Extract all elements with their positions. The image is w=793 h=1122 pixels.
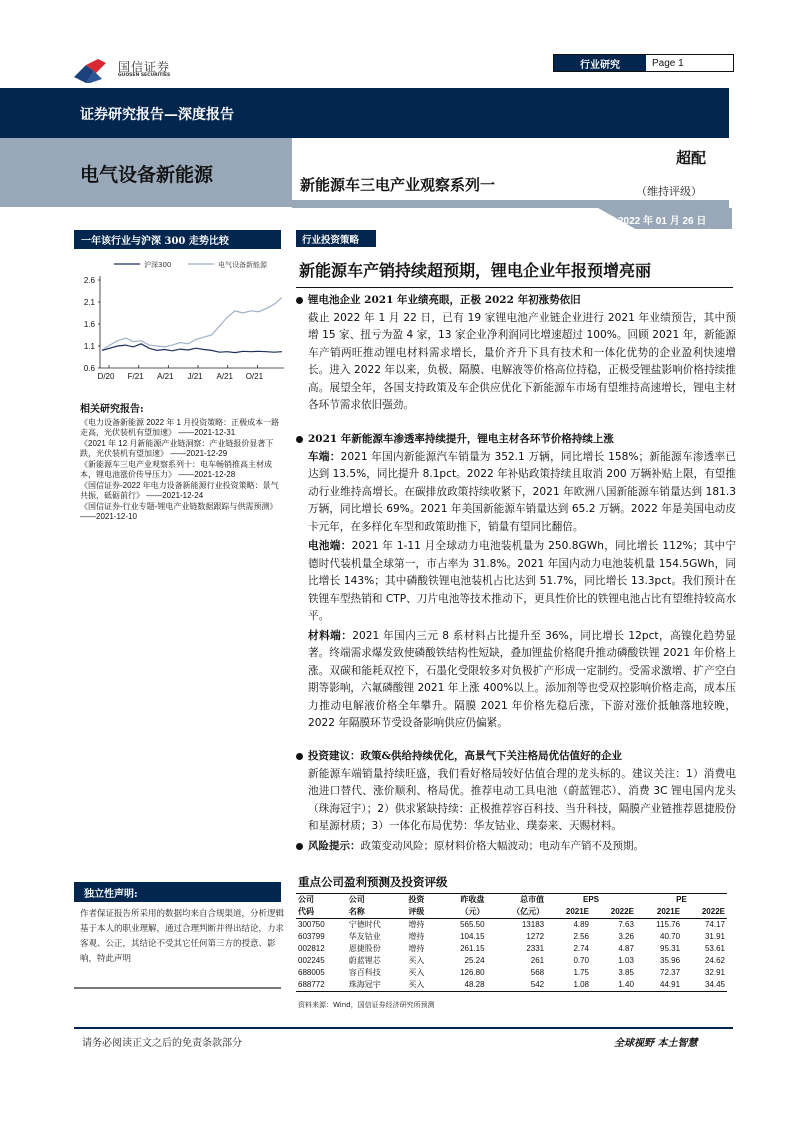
page-tag <box>553 54 734 72</box>
col-header: 2022E <box>591 906 636 919</box>
table-cell: 珠海冠宇 <box>348 980 381 989</box>
col-header: 公司 <box>298 895 314 904</box>
table-cell: 24.62 <box>704 956 725 965</box>
table-row <box>296 955 727 967</box>
table-cell: 增持 <box>408 932 425 941</box>
svg-text:F/21: F/21 <box>127 372 144 381</box>
table-cell: 688005 <box>298 968 325 977</box>
table-cell: 4.89 <box>573 920 590 929</box>
paragraph-materials <box>296 628 736 733</box>
table-cell: 40.70 <box>660 932 681 941</box>
table-cell: 买入 <box>408 956 425 965</box>
section-investment <box>296 748 736 855</box>
table-cell: 48.28 <box>464 980 485 989</box>
col-header: 评级 <box>406 906 439 919</box>
logo-text-en: GUOSEN SECURITIES <box>118 73 171 78</box>
paragraph-battery <box>296 538 736 626</box>
table-cell: 1.75 <box>573 968 590 977</box>
report-date: 2022 年 01 月 26 日 <box>618 216 707 227</box>
table-row <box>296 931 727 943</box>
svg-text:2.6: 2.6 <box>83 276 95 285</box>
related-title: 相关研究报告: <box>80 404 144 415</box>
table-cell: 增持 <box>408 944 425 953</box>
bullet-icon <box>296 753 303 760</box>
table-cell: 72.37 <box>660 968 681 977</box>
table-row <box>296 967 727 979</box>
table-cell: 31.91 <box>704 932 725 941</box>
paragraph-text: 2021 年 1-11 月全球动力电池装机量为 250.8GWh，同比增长 112%；其中宁德时代装机量全球第一，市占率为 31.8%。2021 年国内动力电池装机量 154.5GWh，同比增长 143%；其中磷酸铁锂电池装机占比达到 51.7%，同比增长 13.3pct。我们预计在铁锂车型热销和 CTP、刀片电池等技术推动下，更具性价比的铁锂电池占比有望维持较高水平。 <box>308 540 737 622</box>
performance-chart <box>74 254 290 394</box>
table-cell: 542 <box>530 980 545 989</box>
related-reports <box>80 405 286 523</box>
table-cell: 74.17 <box>704 920 725 929</box>
svg-text:2.1: 2.1 <box>83 298 95 307</box>
table-row <box>296 943 727 955</box>
legend-label: 沪深300 <box>144 261 172 269</box>
table-cell: 1.08 <box>573 980 590 989</box>
paragraph-text: 2021 年国内三元 8 系材料占比提升至 36%，同比增长 12pct，高镍化趋势显著。终端需求爆发致使磷酸铁结构性短缺，叠加锂盐价格爬升推动磷酸铁锂 2021 年价格上涨。双碳和能耗双控下，石墨化受限较多对负极扩产形成一定制约。受需求激增、扩产空白期等影响，六氟磷酸锂 2021 年上涨 400%以上。添加剂等也受双控影响价格走高，成本压力推动电解液价格全年攀升。隔膜 2021 年价格先稳后涨，下游对涨价抵触落地较晚，2022 年隔膜环节受设备影响供应仍偏紧。 <box>308 629 737 729</box>
table-cell: 7.63 <box>618 920 634 929</box>
svg-text:O/21: O/21 <box>245 372 264 381</box>
col-header: 代码 <box>296 906 347 919</box>
table-cell: 0.70 <box>573 956 590 965</box>
footer-disclaimer[interactable]: 请务必阅读正文之后的免责条款部分 <box>82 1038 242 1049</box>
related-report-link[interactable]: 《国信证券-2022 年电力设备新能源行业投资策略：景气共振，砥砺前行》 ——2021-12-24 <box>80 480 279 500</box>
table-cell: 华友钴业 <box>348 932 381 941</box>
report-type: 证券研究报告—深度报告 <box>80 107 234 123</box>
independence-title: 独立性声明: <box>74 882 281 902</box>
table-cell: 容百科技 <box>348 968 381 977</box>
svg-text:D/20: D/20 <box>97 372 115 381</box>
logo-text-cn: 国信证券 <box>118 60 171 74</box>
bullet-title: 2021 年新能源车渗透率持续提升，锂电主材各环节价格持续上涨 <box>308 433 614 445</box>
col-header: 2021E <box>636 906 682 919</box>
col-header: （元） <box>439 906 486 919</box>
section-penetration <box>296 431 736 733</box>
table-cell: 1.40 <box>618 980 634 989</box>
col-header: 投资 <box>408 895 425 904</box>
divider <box>74 987 281 989</box>
table-cell: 300750 <box>298 920 325 929</box>
related-report-link[interactable]: 《电力设备新能源 2022 年 1 月投资策略：正极成本一路走高，光伏装机有望加速》 ——2021-12-31 <box>80 417 280 437</box>
svg-text:A/21: A/21 <box>157 372 174 381</box>
table-cell: 2331 <box>526 944 545 953</box>
related-report-link[interactable]: 《国信证券-行业专题-锂电产业链数据跟踪与供需预测》 ——2021-12-10 <box>80 501 278 521</box>
table-cell: 3.85 <box>618 968 634 977</box>
col-header: 总市值 <box>520 895 545 904</box>
table-cell: 34.45 <box>704 980 725 989</box>
col-header: 昨收盘 <box>460 895 485 904</box>
col-header: EPS <box>583 895 600 904</box>
industry-research-tag: 行业研究 <box>554 55 646 71</box>
paragraph-vehicle <box>296 449 736 537</box>
table-cell: 买入 <box>408 980 425 989</box>
table-row <box>296 979 727 992</box>
table-cell: 3.26 <box>618 932 634 941</box>
table-cell: 买入 <box>408 968 425 977</box>
col-header: 公司 <box>348 895 365 904</box>
bullet-icon <box>296 297 303 304</box>
table-cell: 002812 <box>298 944 325 953</box>
risk-text: 政策变动风险；原材料价格大幅波动；电动车产销不及预期。 <box>360 839 644 852</box>
footer-rule <box>74 1027 733 1029</box>
series-line <box>102 344 282 353</box>
table-cell: 4.87 <box>618 944 634 953</box>
table-cell: 261 <box>530 956 545 965</box>
bullet-icon <box>296 843 303 850</box>
divider <box>296 287 733 288</box>
table-header-row <box>296 906 727 919</box>
series-title: 新能源车三电产业观察系列一 <box>300 176 496 194</box>
bullet-title: 投资建议：政策&供给持续优化，高景气下关注格局优估值好的企业 <box>308 750 622 762</box>
col-header: 名称 <box>347 906 407 919</box>
table-cell: 恩捷股份 <box>348 944 381 953</box>
table-cell: 1.03 <box>618 956 634 965</box>
sector-title: 电气设备新能源 <box>80 164 214 186</box>
headline: 新能源车产销持续超预期，锂电企业年报预增亮丽 <box>299 261 652 280</box>
table-cell: 1272 <box>526 932 545 941</box>
paragraph-text: 2021 年国内新能源汽车销量为 352.1 万辆，同比增长 158%；新能源车渗透率已达到 13.5%，同比提升 8.1pct。2022 年补贴政策持续且取消 200 万辆补贴上限，有望推动行业维持高增长。在碳排放政策持续收紧下，2021 年欧洲八国新能源车销量达到 181.3 万辆，同比增长 69%。2021 年美国新能源车销量达到 65.2 万辆。2022 年是美国电动皮卡元年，在多样化车型和政策助推下，销量有望同比翻倍。 <box>308 450 737 533</box>
divider-band <box>292 200 729 208</box>
table-cell: 104.15 <box>460 932 485 941</box>
table-cell: 35.96 <box>660 956 681 965</box>
table-source: 资料来源：Wind，国信证券经济研究所预测 <box>298 1001 435 1009</box>
section-tag: 行业投资策略 <box>296 230 376 247</box>
table-cell: 增持 <box>408 920 425 929</box>
table-cell: 32.91 <box>704 968 725 977</box>
table-cell: 25.24 <box>464 956 485 965</box>
svg-text:A/21: A/21 <box>216 372 233 381</box>
table-cell: 13183 <box>521 920 545 929</box>
table-cell: 宁德时代 <box>348 920 381 929</box>
label: 车端： <box>308 450 341 463</box>
table-header-row <box>296 894 727 907</box>
table-cell: 565.50 <box>460 920 485 929</box>
label: 材料端： <box>308 629 353 642</box>
risk-label: 风险提示： <box>308 839 361 852</box>
table-cell: 688772 <box>298 980 325 989</box>
table-cell: 603799 <box>298 932 325 941</box>
bullet-icon <box>296 436 303 443</box>
col-header: 2021E <box>546 906 591 919</box>
chart-title: 一年该行业与沪深 300 走势比较 <box>74 230 281 249</box>
svg-text:1.6: 1.6 <box>83 320 95 329</box>
section-earnings <box>296 292 736 415</box>
related-report-link[interactable]: 《新能源车三电产业观察系列十：电车畅销推高主材成本，锂电池涨价传导压力》 ——2021-12-28 <box>80 459 272 479</box>
related-report-link[interactable]: 《2021 年 12 月新能源产业链洞察：产业链报价显著下跌，光伏装机有望加速》 ——2021-12-29 <box>80 438 274 458</box>
rating-note: （维持评级） <box>636 185 702 198</box>
table-cell: 002245 <box>298 956 325 965</box>
table-cell: 53.61 <box>704 944 725 953</box>
svg-text:J/21: J/21 <box>187 372 203 381</box>
forecast-table <box>296 893 727 992</box>
table-cell: 蔚蓝锂芯 <box>348 956 381 965</box>
page-number: Page 1 <box>652 57 684 69</box>
label: 电池端： <box>308 540 352 552</box>
table-cell: 44.91 <box>660 980 681 989</box>
table-cell: 115.76 <box>656 920 681 929</box>
paragraph: 截止 2022 年 1 月 22 日，已有 19 家锂电池产业链企业进行 2021 年业绩预告，其中预增 15 家、扭亏为盈 4 家，13 家企业净利润同比增速超过 100%。回顾 2021 年，新能源车产销两旺推动锂电材料需求增长，量价齐升下具有技术和一体化优势的企业盈利快速增长。进入 2022 年以来，负极、隔膜、电解液等价格高位持稳，正极受锂盐影响价格持续推高。展望全年，各国支持政策及车企供应优化下新能源车市场有望维持高速增长，锂电主材各环节需求依旧强劲。 <box>308 311 736 411</box>
paragraph: 新能源车端销量持续旺盛，我们看好格局较好估值合理的龙头标的。建议关注：1）消费电池进口替代、涨价顺利、格局优。推荐电动工具电池（蔚蓝锂芯）、消费 3C 锂电国内龙头（珠海冠宇）；2）供求紧缺持续：正极推荐容百科技、当升科技，隔膜产业链推荐恩捷股份和星源材质；3）一体化布局优势：华友钴业、璞泰来、天赐材料。 <box>308 767 736 832</box>
series-line <box>102 298 282 351</box>
col-header: （亿元） <box>487 906 547 919</box>
rating: 超配 <box>676 149 707 167</box>
table-row <box>296 919 727 932</box>
table-cell: 568 <box>530 968 545 977</box>
table-title: 重点公司盈利预测及投资评级 <box>298 875 448 889</box>
svg-text:1.1: 1.1 <box>83 342 95 351</box>
legend-label: 电气设备新能源 <box>218 261 267 269</box>
table-cell: 126.80 <box>460 968 485 977</box>
independence-text: 作者保证报告所采用的数据均来自合规渠道，分析逻辑基于本人的职业理解，通过合理判断并得出结论，力求客观、公正，其结论不受其它任何第三方的授意、影响，特此声明 <box>80 909 285 964</box>
table-cell: 95.31 <box>660 944 681 953</box>
guosen-logo-icon <box>72 57 112 85</box>
svg-text:0.6: 0.6 <box>83 364 95 373</box>
table-cell: 2.74 <box>573 944 590 953</box>
table-cell: 261.15 <box>460 944 485 953</box>
table-cell: 2.56 <box>573 932 590 941</box>
bullet-title: 锂电池企业 2021 年业绩亮眼，正极 2022 年初涨势依旧 <box>308 294 581 306</box>
col-header: 2022E <box>682 906 727 919</box>
footer-slogan: 全球视野 本土智慧 <box>614 1038 698 1049</box>
col-header: PE <box>676 895 687 904</box>
